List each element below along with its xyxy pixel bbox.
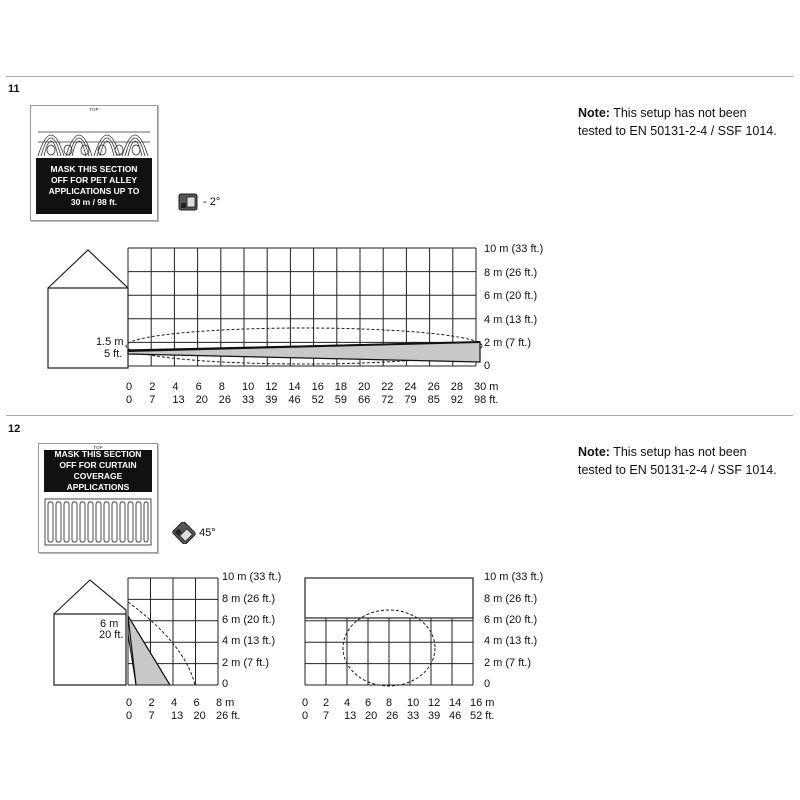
axis-tick-label: 72 <box>381 394 394 406</box>
height-label: 8 m (26 ft.) <box>484 593 538 605</box>
axis-tick-label: 0 <box>126 394 133 406</box>
axis-tick-label: 52 <box>311 394 324 406</box>
lens-mask-card-11 <box>30 105 158 221</box>
axis-tick-label: 14 <box>288 381 301 393</box>
lens-angle-label: 45° <box>199 526 216 539</box>
detection-zone <box>128 342 480 362</box>
axis-tick-label: 12 <box>265 381 278 393</box>
height-label: 4 m (13 ft.) <box>222 635 276 647</box>
section-divider-top <box>6 76 793 77</box>
axis-tick-label: 22 <box>381 381 394 393</box>
mask-instruction-block <box>36 158 152 214</box>
lens-mask-card-12 <box>38 443 158 553</box>
axis-tick-label: 8 <box>218 381 225 393</box>
axis-tick-label: 2 <box>149 381 156 393</box>
note-11 <box>578 104 798 140</box>
axis-tick-label: 66 <box>358 394 371 406</box>
lens-segment-pattern <box>36 112 152 158</box>
mask-line-2: OFF FOR CURTAIN <box>59 460 137 470</box>
height-label: 0 <box>484 360 491 372</box>
note-line-2: tested to EN 50131-2-4 / SSF 1014. <box>578 463 777 477</box>
axis-tick-label: 39 <box>428 710 441 722</box>
detection-beam <box>372 620 389 685</box>
axis-tick-label: 0 <box>302 710 309 722</box>
axis-tick-label: 12 <box>428 697 441 709</box>
axis-tick-label: 14 <box>449 697 462 709</box>
mask-top-label: TOP <box>89 107 99 112</box>
axis-tick-label: 46 <box>449 710 462 722</box>
mount-height-m: 1.5 m <box>96 336 124 348</box>
axis-tick-label: 33 <box>242 394 255 406</box>
axis-tick-label: 6 <box>365 697 372 709</box>
mask-line-2: OFF FOR PET ALLEY <box>50 175 138 185</box>
height-label: 6 m (20 ft.) <box>222 614 276 626</box>
mask-line-4: 30 m / 98 ft. <box>70 197 118 207</box>
height-label: 2 m (7 ft.) <box>222 657 270 669</box>
axis-tick-label: 8 <box>386 697 393 709</box>
curtain-segment-pattern <box>44 498 152 546</box>
axis-tick-label: 6 <box>195 381 202 393</box>
mask-line-3: APPLICATIONS UP TO <box>48 186 140 196</box>
axis-tick-label: 20 <box>358 381 371 393</box>
axis-tick-label: 10 <box>242 381 255 393</box>
note-bold: Note: <box>578 106 610 120</box>
height-label: 10 m (33 ft.) <box>222 571 282 583</box>
section-divider-middle <box>6 415 793 416</box>
axis-tick-label: 26 ft. <box>216 710 241 722</box>
axis-tick-label: 7 <box>323 710 330 722</box>
axis-tick-label: 52 ft. <box>470 710 495 722</box>
detection-beam <box>320 620 389 685</box>
axis-tick-label: 16 <box>311 381 324 393</box>
axis-tick-label: 0 <box>302 697 309 709</box>
axis-tick-label: 4 <box>172 381 179 393</box>
height-label: 4 m (13 ft.) <box>484 635 538 647</box>
detection-beam <box>389 620 458 685</box>
height-label: 2 m (7 ft.) <box>484 337 532 349</box>
detection-beam <box>389 620 396 685</box>
axis-tick-label: 28 <box>450 381 464 393</box>
axis-tick-label: 26 <box>218 394 232 406</box>
mask-top-label: TOP <box>93 445 103 450</box>
height-label: 10 m (33 ft.) <box>484 243 544 255</box>
axis-tick-label: 26 <box>386 710 399 722</box>
axis-tick-label: 13 <box>171 710 184 722</box>
top-view-diagram-12 <box>300 574 482 689</box>
axis-tick-label: 7 <box>149 394 156 406</box>
axis-tick-label: 7 <box>148 710 155 722</box>
note-line-1: This setup has not been <box>609 445 747 459</box>
axis-tick-label: 8 m <box>216 697 235 709</box>
mask-line-1: MASK THIS SECTION <box>50 164 138 174</box>
note-line-2: tested to EN 50131-2-4 / SSF 1014. <box>578 124 777 138</box>
axis-tick-label: 0 <box>126 710 133 722</box>
mount-height-ft: 5 ft. <box>104 348 123 360</box>
axis-tick-label: 18 <box>334 381 348 393</box>
detector-tilt-icon <box>172 522 196 544</box>
axis-tick-label: 20 <box>195 394 208 406</box>
axis-tick-label: 0 <box>126 381 133 393</box>
mask-instruction-block <box>44 450 152 492</box>
height-label: 0 <box>484 678 491 690</box>
detection-beam <box>382 620 389 685</box>
lens-angle-12 <box>172 522 216 544</box>
mount-height-ft: 20 ft. <box>99 629 124 641</box>
axis-tick-label: 13 <box>172 394 185 406</box>
axis-tick-label: 98 ft. <box>474 394 499 406</box>
axis-tick-label: 10 <box>407 697 420 709</box>
height-label: 6 m (20 ft.) <box>484 614 538 626</box>
axis-tick-label: 92 <box>450 394 464 406</box>
height-label: 8 m (26 ft.) <box>484 267 538 279</box>
mask-line-1: MASK THIS SECTION <box>54 449 142 459</box>
axis-tick-label: 30 m <box>474 381 499 393</box>
height-label: 6 m (20 ft.) <box>484 290 538 302</box>
section-number-11: 11 <box>8 83 20 95</box>
axis-tick-label: 6 <box>193 697 200 709</box>
height-label: 10 m (33 ft.) <box>484 571 544 583</box>
axis-tick-label: 46 <box>288 394 301 406</box>
note-bold: Note: <box>578 445 610 459</box>
axis-tick-label: 0 <box>126 697 133 709</box>
section-number-12: 12 <box>8 423 21 435</box>
axis-tick-label: 13 <box>344 710 357 722</box>
height-label: 2 m (7 ft.) <box>484 657 532 669</box>
axis-tick-label: 20 <box>365 710 378 722</box>
note-12 <box>578 443 798 479</box>
note-line-1: This setup has not been <box>609 106 747 120</box>
axis-tick-label: 79 <box>404 394 417 406</box>
detection-beam <box>358 620 389 685</box>
detection-beam <box>389 620 406 685</box>
axis-tick-label: 4 <box>171 697 178 709</box>
mask-line-3: COVERAGE APPLICATIONS <box>66 471 130 492</box>
height-label: 0 <box>222 678 229 690</box>
axis-tick-label: 59 <box>334 394 348 406</box>
detection-beam <box>389 620 420 685</box>
detector-icon <box>178 192 200 212</box>
axis-tick-label: 4 <box>344 697 351 709</box>
axis-tick-label: 24 <box>404 381 417 393</box>
lens-angle-11 <box>178 192 220 212</box>
lens-angle-label: - 2° <box>203 195 221 208</box>
height-label: 8 m (26 ft.) <box>222 593 276 605</box>
axis-tick-label: 85 <box>427 394 440 406</box>
axis-tick-label: 2 <box>323 697 330 709</box>
axis-tick-label: 20 <box>193 710 206 722</box>
axis-tick-label: 2 <box>148 697 155 709</box>
mount-height-m: 6 m <box>100 618 119 630</box>
height-label: 4 m (13 ft.) <box>484 314 538 326</box>
axis-tick-label: 39 <box>265 394 278 406</box>
axis-tick-label: 16 m <box>470 697 495 709</box>
axis-tick-label: 33 <box>407 710 420 722</box>
axis-tick-label: 26 <box>427 381 440 393</box>
side-view-diagram-12 <box>50 574 225 689</box>
